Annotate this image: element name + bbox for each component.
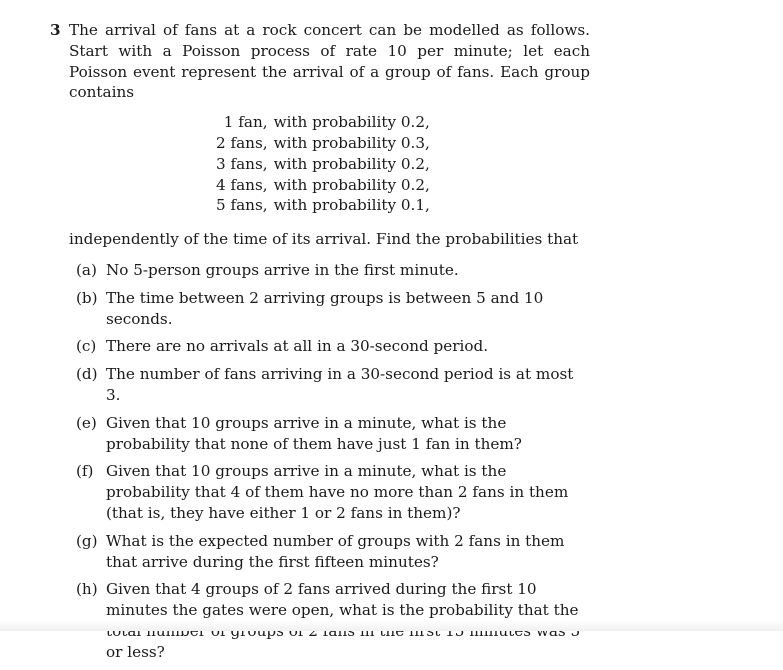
- distribution-probability: with probability 0.1,: [273, 196, 430, 215]
- part-c: [76, 336, 590, 357]
- distribution-probability: with probability 0.2,: [273, 113, 430, 132]
- part-label: (f): [76, 462, 94, 481]
- part-label: (b): [76, 288, 98, 307]
- page-bottom-edge: [0, 621, 783, 631]
- problem-intro: The arrival of fans at a rock concert can be modelled as follows. Start with a Poisson process of rate 10 per minute; let each Poisson event represent the arrival of a group of fans. Each group contains: [69, 21, 590, 102]
- part-text: Given that 4 groups of 2 fans arrived during the first 10 minutes the gates were open, what is the probability that the or less?: [106, 580, 579, 661]
- part-d: [76, 364, 590, 406]
- distribution-probability: with probability 0.2,: [273, 175, 430, 194]
- part-label: (c): [76, 337, 97, 356]
- part-text: What is the expected number of groups with 2 fans in them that arrive during the first fifteen minutes?: [106, 531, 565, 571]
- distribution-amount: 5 fans,: [216, 196, 268, 215]
- part-text: The time between 2 arriving groups is between 5 and 10 seconds.: [106, 288, 544, 328]
- problem-number: 3: [50, 21, 61, 39]
- part-text: Given that 10 groups arrive in a minute, what is the probability that 4 of them have no more than 2 fans in them (that is, they have either 1 or 2 fans in them)?: [106, 462, 569, 522]
- distribution-table: [216, 112, 430, 216]
- part-g: [76, 531, 590, 573]
- part-text: There are no arrivals at all in a 30-second period.: [106, 337, 489, 356]
- part-label: (a): [76, 260, 97, 279]
- part-b: [76, 288, 590, 330]
- distribution-row: [216, 133, 430, 154]
- part-e: [76, 413, 590, 455]
- distribution-row: [216, 154, 430, 175]
- problem-block: [50, 20, 590, 670]
- part-f: [76, 461, 590, 523]
- part-a: [76, 260, 590, 281]
- problem-after-text: independently of the time of its arrival. Find the probabilities that: [69, 230, 579, 249]
- part-label: (d): [76, 365, 98, 384]
- part-text: The number of fans arriving in a 30-second period is at most 3.: [106, 365, 574, 404]
- part-label: (h): [76, 580, 98, 599]
- distribution-amount: 2 fans,: [216, 133, 268, 152]
- distribution-row: [216, 112, 430, 133]
- distribution-amount: 3 fans,: [216, 154, 268, 173]
- distribution-row: [216, 175, 430, 196]
- distribution-amount: 1 fan,: [223, 113, 268, 132]
- part-label: (e): [76, 413, 97, 432]
- part-text: No 5-person groups arrive in the first minute.: [106, 260, 459, 279]
- part-text: Given that 10 groups arrive in a minute, what is the probability that none of them have just 1 fan in them?: [106, 413, 522, 453]
- parts-list: [76, 260, 590, 663]
- distribution-row: [216, 195, 430, 216]
- part-label: (g): [76, 531, 98, 550]
- distribution-probability: with probability 0.2,: [273, 154, 430, 173]
- distribution-amount: 4 fans,: [216, 175, 268, 194]
- distribution-probability: with probability 0.3,: [273, 133, 430, 152]
